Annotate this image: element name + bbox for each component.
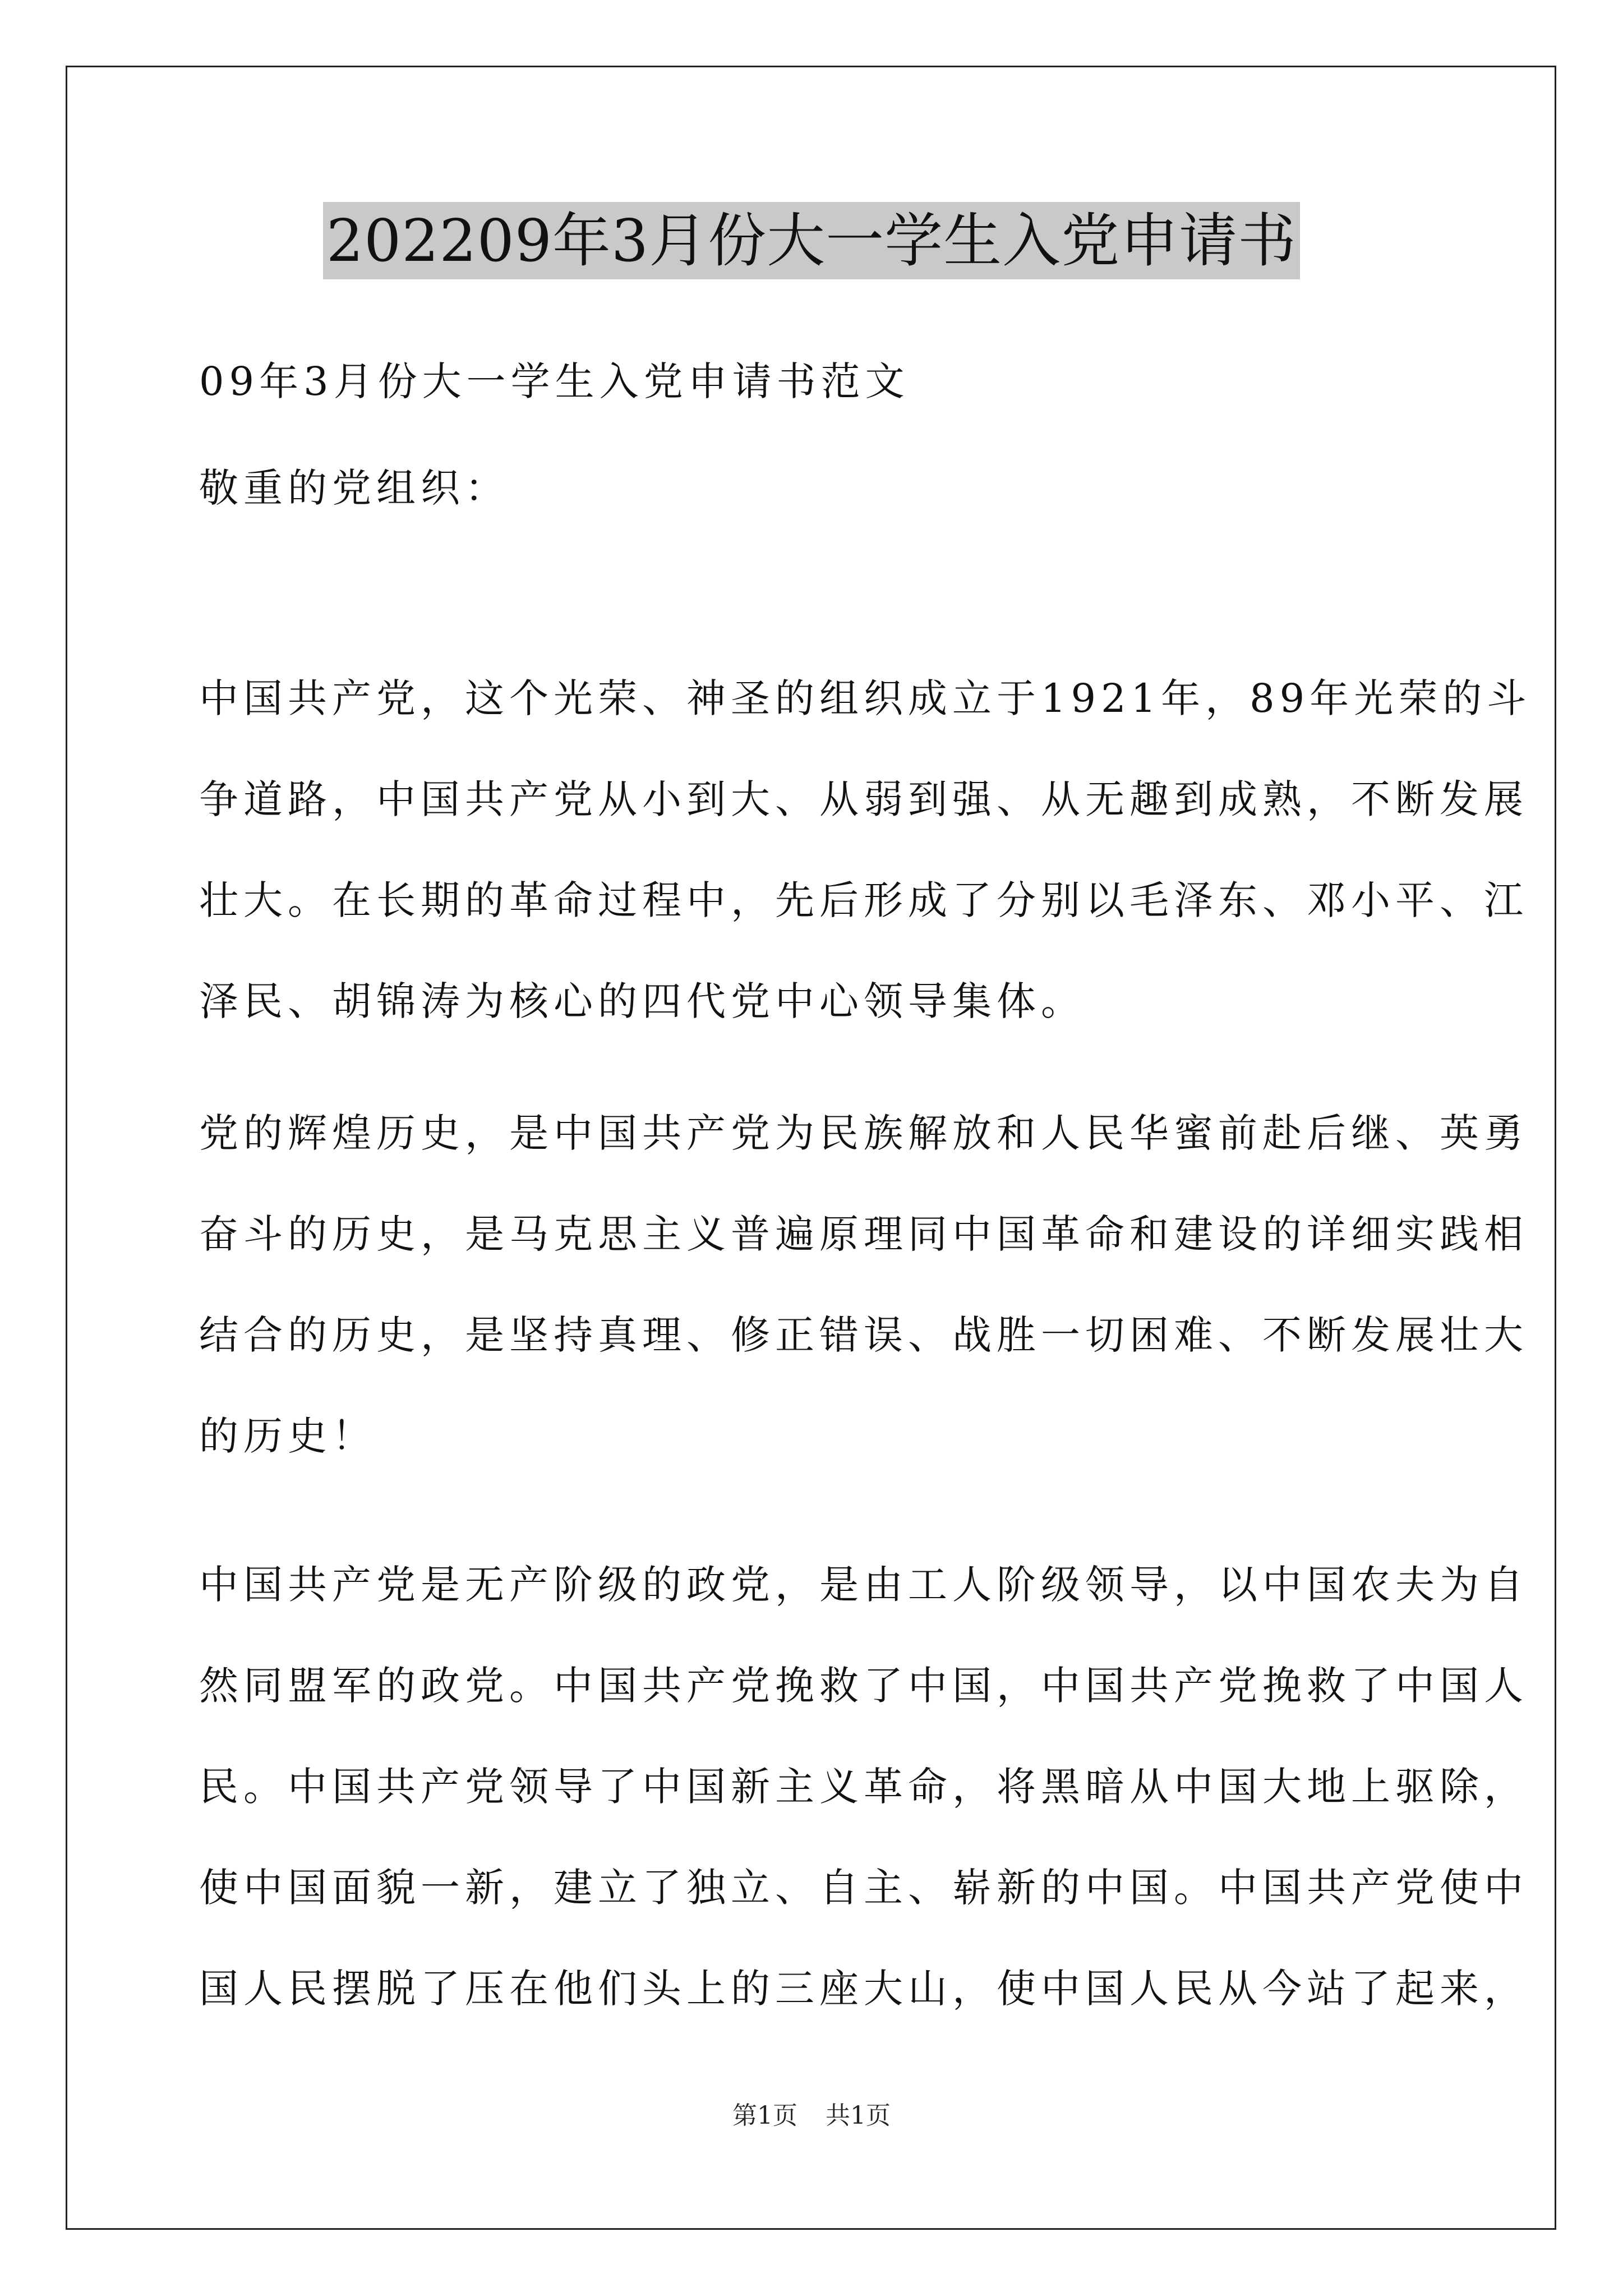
page-footer — [0, 2095, 1623, 2131]
paragraph-line: 然同盟军的政党。中国共产党挽救了中国，中国共产党挽救了中国人 — [199, 1663, 1528, 1709]
paragraph-line: 壮大。在长期的革命过程中，先后形成了分别以毛泽东、邓小平、江 — [199, 877, 1528, 923]
paragraph-line: 的历史！ — [199, 1413, 376, 1459]
paragraph-line: 泽民、胡锦涛为核心的四代党中心领导集体。 — [199, 978, 1085, 1024]
paragraph-line: 奋斗的历史，是马克思主义普遍原理同中国革命和建设的详细实践相 — [199, 1211, 1528, 1257]
paragraph-3 — [199, 1534, 1528, 2039]
paragraph-line: 中国共产党，这个光荣、神圣的组织成立于1921年，89年光荣的斗 — [199, 675, 1532, 721]
page-number-total: 共1页 — [826, 2101, 891, 2130]
paragraph-line: 党的辉煌历史，是中国共产党为民族解放和人民华蜜前赴后继、英勇 — [199, 1110, 1528, 1156]
document-subtitle: 09年3月份大一学生入党申请书范文 — [199, 358, 910, 404]
paragraph-line: 中国共产党是无产阶级的政党，是由工人阶级领导，以中国农夫为自 — [199, 1562, 1528, 1608]
paragraph-1 — [199, 648, 1532, 1052]
paragraph-line: 结合的历史，是坚持真理、修正错误、战胜一切困难、不断发展壮大 — [199, 1312, 1528, 1358]
paragraph-line: 争道路，中国共产党从小到大、从弱到强、从无趣到成熟，不断发展 — [199, 776, 1528, 822]
paragraph-2 — [199, 1083, 1528, 1487]
document-title: 202209年3月份大一学生入党申请书 — [323, 202, 1300, 279]
paragraph-line: 使中国面貌一新，建立了独立、自主、崭新的中国。中国共产党使中 — [199, 1865, 1528, 1911]
paragraph-line: 国人民摆脱了压在他们头上的三座大山，使中国人民从今站了起来， — [199, 1966, 1528, 2012]
title-container — [0, 202, 1623, 279]
page-number-current: 第1页 — [732, 2101, 797, 2130]
salutation: 敬重的党组织： — [199, 465, 509, 511]
paragraph-line: 民。中国共产党领导了中国新主义革命，将黑暗从中国大地上驱除， — [199, 1764, 1528, 1810]
